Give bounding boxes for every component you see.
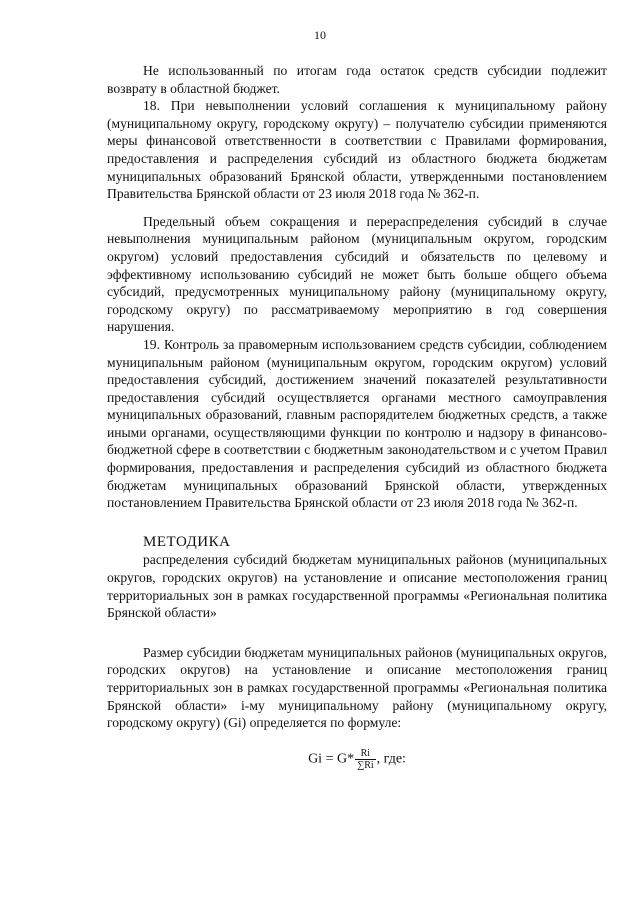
spacer — [107, 622, 607, 644]
formula-tail: , где: — [376, 751, 406, 767]
formula-numerator: Ri — [355, 748, 376, 760]
paragraph-subsidy-return: Не использованный по итогам года остаток средств субсидии подлежит возврату в областной бюджет. — [107, 63, 607, 96]
formula-fraction — [355, 748, 376, 771]
paragraph-clause-18: 18. При невыполнении условий соглашения к муниципальному району (муниципальному округу, городскому округу) – получателю субсидии применяются меры финансовой ответственности в соответствии с Правилами формирования, предоставления и распределения субсидий из областного бюджета бюджетам муниципальных образований Брянской области, утвержденными постановлением Правительства Брянской области от 23 июля 2018 года № 362-п. — [107, 98, 607, 202]
paragraph-clause-19: 19. Контроль за правомерным использованием средств субсидии, соблюдением муниципальным районом (муниципальным округом, городским округом) условий предоставления субсидий, достижением значений показателей результативности предоставления субсидий осуществляется органами местного самоуправления муниципальных образований, главным распорядителем бюджетных средств, а также иными органами, осуществляющими функции по контролю и надзору в финансово-бюджетной сфере в соответствии с бюджетным законодательством и с учетом Правил формирования, предоставления и распределения субсидий из областного бюджета бюджетам муниципальных образований Брянской области, утвержденных постановлением Правительства Брянской области от 23 июля 2018 года № 362-п. — [107, 336, 607, 511]
paragraph-reduction-limit: Предельный объем сокращения и перераспределения субсидий в случае невыполнения муниципальным районом (муниципальным округом, городским округом) условий предоставления субсидий и обязательств по целевому и эффективному использованию субсидий не может быть больше общего объема субсидий, предусмотренных муниципальному району (муниципальному округу, городскому округу) по рассматриваемому мероприятию в год совершения нарушения. — [107, 213, 607, 335]
document-body — [107, 62, 607, 771]
spacer — [107, 512, 607, 534]
page-number: 10 — [314, 28, 326, 42]
formula — [107, 748, 607, 771]
methodology-paragraph: Размер субсидии бюджетам муниципальных районов (муниципальных округов, городских округов) на установление и описание местоположения границ территориальных зон в рамках государственной программы «Региональная политика Брянской области» i-му муниципальному району (муниципальному округу, городскому округу) (Gi) определяется по формуле: — [107, 644, 607, 731]
methodology-subtitle: распределения субсидий бюджетам муниципальных районов (муниципальных округов, городских округов) на установление и описание местоположения границ территориальных зон в рамках государственной программы «Региональная политика Брянской области» — [107, 552, 607, 621]
methodology-title: МЕТОДИКА — [143, 533, 231, 550]
formula-lhs: Gi = G* — [308, 751, 355, 767]
formula-denominator: ∑Ri — [357, 759, 374, 771]
spacer — [107, 203, 607, 213]
